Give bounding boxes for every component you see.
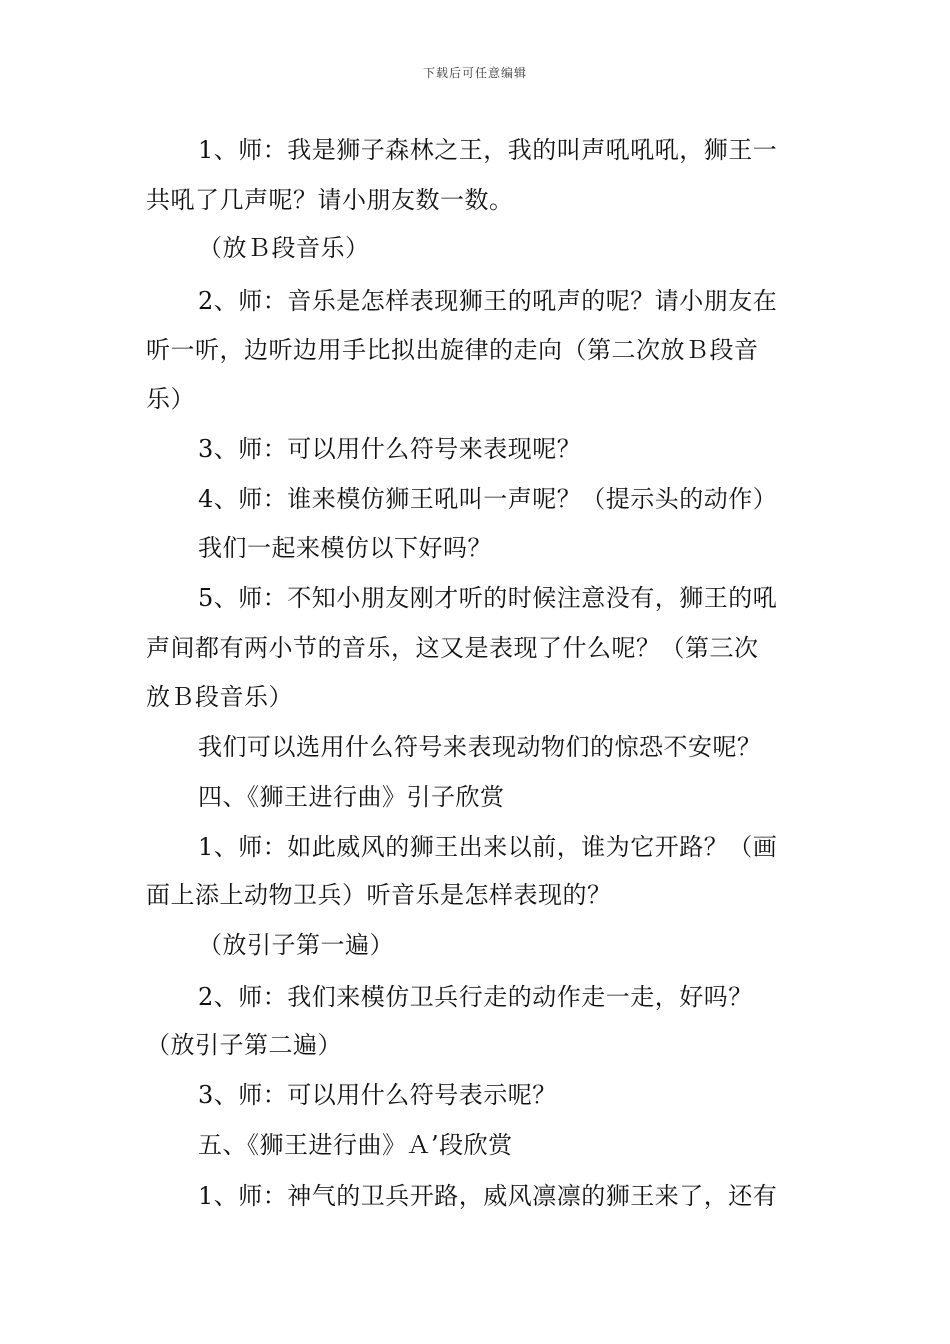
paragraph-line: （放引子第一遍） (198, 931, 394, 959)
paragraph-line: 放Ｂ段音乐） (146, 683, 293, 711)
page-header: 下载后可任意编辑 (422, 66, 527, 80)
paragraph-line: 1、师：我是狮子森林之王，我的叫声吼吼吼，狮王一 (198, 136, 778, 164)
paragraph-line: 4、师：谁来模仿狮王吼叫一声呢？（提示头的动作） (198, 485, 778, 513)
paragraph-line: 2、师：我们来模仿卫兵行走的动作走一走，好吗？ (198, 983, 753, 1011)
paragraph-line: 我们一起来模仿以下好吗？ (198, 534, 492, 562)
paragraph-line: 面上添上动物卫兵）听音乐是怎样表现的？ (146, 881, 612, 909)
paragraph-line: 1、师：神气的卫兵开路，威风凛凛的狮王来了，还有 (198, 1182, 778, 1210)
paragraph-line: 3、师：可以用什么符号来表现呢？ (198, 435, 582, 463)
paragraph-line: 我们可以选用什么符号来表现动物们的惊恐不安呢？ (198, 733, 762, 761)
paragraph-line: 5、师：不知小朋友刚才听的时候注意没有，狮王的吼 (198, 584, 778, 612)
section-heading: 四、《狮王进行曲》引子欣赏 (198, 783, 505, 811)
section-heading: 五、《狮王进行曲》Ａ’段欣赏 (198, 1131, 513, 1159)
paragraph-line: 3、师：可以用什么符号表示呢？ (198, 1081, 557, 1109)
paragraph-line: 听一听，边听边用手比拟出旋律的走向（第二次放Ｂ段音 (146, 336, 759, 364)
paragraph-line: 1、师：如此威风的狮王出来以前，谁为它开路？（画 (198, 833, 778, 861)
paragraph-line: 声间都有两小节的音乐，这又是表现了什么呢？（第三次 (146, 634, 759, 662)
paragraph-line: 共吼了几声呢？请小朋友数一数。 (146, 186, 514, 214)
paragraph-line: （放引子第二遍） (146, 1031, 342, 1059)
paragraph-line: 2、师：音乐是怎样表现狮王的吼声的呢？请小朋友在 (198, 287, 778, 315)
paragraph-line: （放Ｂ段音乐） (198, 234, 370, 262)
paragraph-line: 乐） (146, 385, 195, 413)
